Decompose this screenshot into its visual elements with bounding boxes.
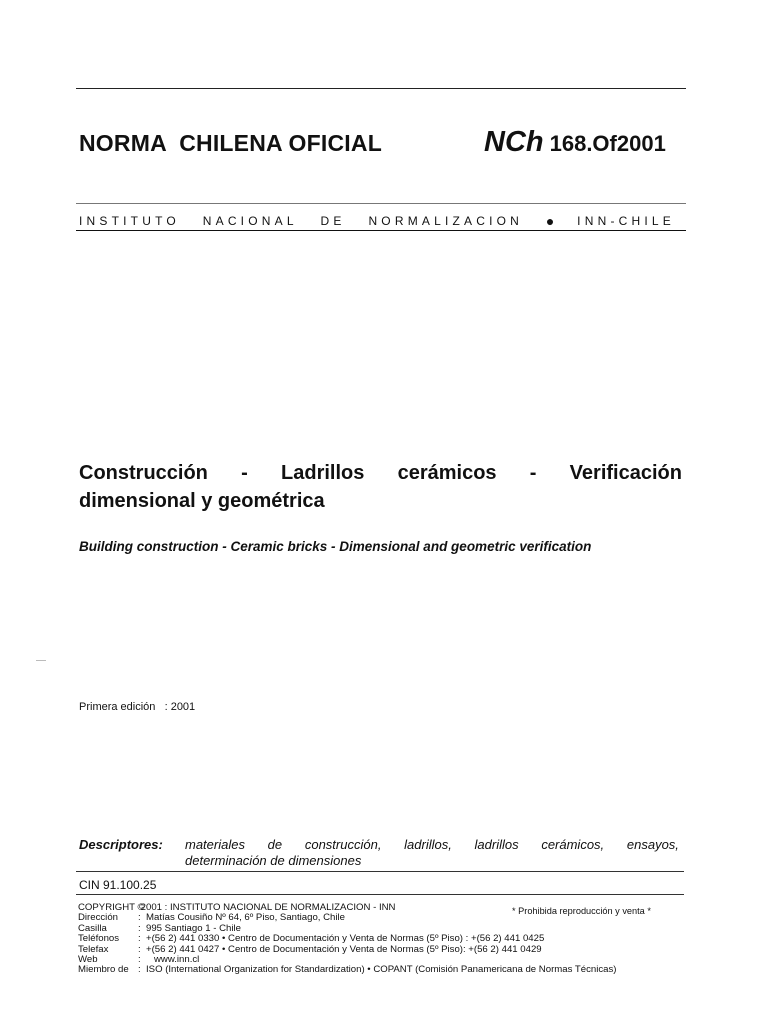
institute-word: NACIONAL <box>202 214 298 228</box>
info-label: COPYRIGHT © <box>78 902 145 913</box>
title-line-2: dimensional y geométrica <box>79 490 325 512</box>
descriptor-word: construcción, <box>304 837 382 852</box>
title-word: - <box>529 462 537 484</box>
institute-line <box>79 213 675 229</box>
descriptors-label: Descriptores: <box>79 837 163 852</box>
info-value: 995 Santiago 1 - Chile <box>146 922 241 934</box>
info-label: Dirección <box>78 912 118 924</box>
institute-rule <box>76 230 686 231</box>
title-line-1 <box>79 459 682 487</box>
title-word: Ladrillos <box>281 462 365 484</box>
info-label: Casilla <box>78 922 107 934</box>
cin-classification: CIN 91.100.25 <box>79 878 157 892</box>
institute-word: DE <box>320 214 346 228</box>
cin-rule <box>76 894 684 895</box>
standard-code-number: 168.Of2001 <box>549 131 666 156</box>
descriptor-word: ladrillos, <box>404 837 452 852</box>
descriptor-word: cerámicos, <box>541 837 605 852</box>
edition-line: Primera edición : 2001 <box>79 701 196 713</box>
info-separator: : <box>138 922 141 934</box>
institute-word: NORMALIZACION <box>368 214 524 228</box>
institute-word: INSTITUTO <box>79 214 180 228</box>
info-value: Matías Cousiño Nº 64, 6º Piso, Santiago, Chile <box>146 912 345 924</box>
info-label: Miembro de <box>78 964 129 976</box>
title-word: - <box>241 462 248 484</box>
header-rule <box>76 203 686 204</box>
info-separator: : <box>138 964 141 976</box>
info-row-member <box>78 965 616 975</box>
descriptors-rule <box>76 871 684 872</box>
standard-code-prefix: NCh <box>484 126 544 158</box>
title-word: cerámicos <box>397 462 497 484</box>
document-series-title: NORMA CHILENA OFICIAL <box>79 130 382 156</box>
scan-mark <box>36 660 46 661</box>
info-value: 2001 : INSTITUTO NACIONAL DE NORMALIZACION - INN <box>138 902 396 913</box>
info-separator: : <box>138 912 141 924</box>
descriptor-word: ladrillos <box>474 837 519 852</box>
standard-code <box>484 126 666 159</box>
info-label: Telefax <box>78 943 109 955</box>
top-rule <box>76 88 686 89</box>
document-title-spanish <box>79 459 682 515</box>
info-label: Teléfonos <box>78 933 120 945</box>
descriptors-line-1 <box>185 837 679 852</box>
descriptors-line-2: determinación de dimensiones <box>185 853 362 868</box>
info-value: +(56 2) 441 0427 • Centro de Documentación y Venta de Normas (5º Piso): +(56 2) 441 0429 <box>146 943 542 955</box>
descriptor-word: materiales <box>185 837 245 852</box>
info-value: +(56 2) 441 0330 • Centro de Documentación y Venta de Normas (5º Piso) : +(56 2) 441 0425 <box>146 933 545 945</box>
info-label: Web <box>78 954 98 966</box>
institute-short-name: INN-CHILE <box>577 214 675 228</box>
document-title-english: Building construction - Ceramic bricks - Dimensional and geometric verification <box>79 539 592 554</box>
info-separator: : <box>138 943 141 955</box>
title-word: Verificación <box>569 462 682 484</box>
info-separator: : <box>138 933 141 945</box>
reproduction-notice: * Prohibida reproducción y venta * <box>512 906 651 916</box>
descriptor-word: ensayos, <box>626 837 679 852</box>
info-value: ISO (International Organization for Standardization) • COPANT (Comisión Panamericana de Normas Técnicas) <box>146 964 617 976</box>
title-word: Construcción <box>79 462 208 484</box>
info-separator: : <box>138 954 141 966</box>
info-value: www.inn.cl <box>146 954 200 966</box>
bullet-separator: ● <box>545 213 555 229</box>
descriptor-word: de <box>267 837 283 852</box>
